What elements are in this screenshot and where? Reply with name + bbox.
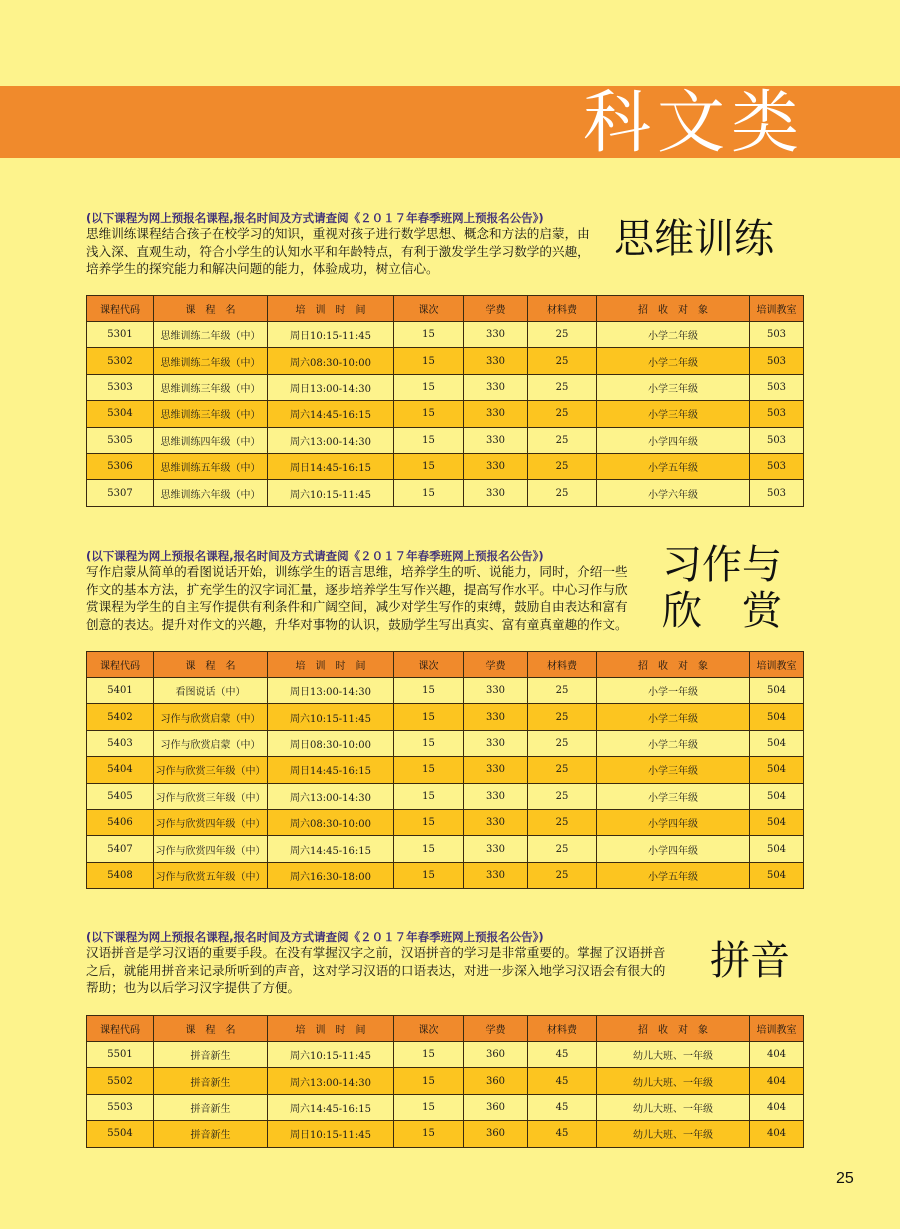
cell-training-time: 周日13:00-14:30 <box>268 678 394 704</box>
cell-sessions: 15 <box>394 704 464 730</box>
cell-target-students: 小学三年级 <box>597 783 750 809</box>
course-table <box>86 295 804 507</box>
column-header-target-students: 招 收 对 象 <box>597 296 750 322</box>
cell-material-fee: 45 <box>528 1042 597 1068</box>
cell-tuition: 330 <box>464 401 528 427</box>
cell-classroom: 503 <box>750 401 804 427</box>
cell-sessions: 15 <box>394 809 464 835</box>
cell-course-code: 5301 <box>87 322 154 348</box>
cell-sessions: 15 <box>394 322 464 348</box>
cell-target-students: 小学六年级 <box>597 480 750 506</box>
cell-classroom: 404 <box>750 1068 804 1094</box>
page-number: 25 <box>836 1170 854 1187</box>
cell-classroom: 503 <box>750 480 804 506</box>
column-header-material-fee: 材料费 <box>528 1016 597 1042</box>
cell-course-name: 思维训练三年级（中） <box>154 374 268 400</box>
cell-sessions: 15 <box>394 1042 464 1068</box>
cell-course-code: 5504 <box>87 1121 154 1147</box>
cell-classroom: 504 <box>750 730 804 756</box>
cell-material-fee: 25 <box>528 730 597 756</box>
cell-sessions: 15 <box>394 427 464 453</box>
desc-line: 汉语拼音是学习汉语的重要手段。在没有掌握汉字之前，汉语拼音的学习是非常重要的。掌握了汉语拼音 <box>86 945 666 960</box>
cell-course-code: 5406 <box>87 809 154 835</box>
cell-classroom: 504 <box>750 783 804 809</box>
cell-tuition: 330 <box>464 678 528 704</box>
cell-tuition: 330 <box>464 757 528 783</box>
cell-training-time: 周六08:30-10:00 <box>268 809 394 835</box>
column-header-training-time: 培 训 时 间 <box>268 652 394 678</box>
table-row <box>87 348 804 374</box>
table-row <box>87 427 804 453</box>
cell-classroom: 503 <box>750 348 804 374</box>
cell-training-time: 周六14:45-16:15 <box>268 401 394 427</box>
cell-target-students: 小学三年级 <box>597 757 750 783</box>
desc-line: 创意的表达。提升对作文的兴趣，升华对事物的认识，鼓励学生写出真实、富有童真童趣的作文。 <box>86 616 628 632</box>
cell-classroom: 504 <box>750 704 804 730</box>
cell-material-fee: 25 <box>528 480 597 506</box>
table-row <box>87 401 804 427</box>
cell-course-code: 5304 <box>87 401 154 427</box>
cell-course-name: 拼音新生 <box>154 1094 268 1120</box>
cell-sessions: 15 <box>394 757 464 783</box>
cell-tuition: 330 <box>464 480 528 506</box>
cell-training-time: 周日14:45-16:15 <box>268 453 394 479</box>
cell-course-name: 习作与欣赏五年级（中） <box>154 862 268 888</box>
cell-classroom: 404 <box>750 1094 804 1120</box>
column-header-sessions: 课次 <box>394 296 464 322</box>
cell-course-code: 5404 <box>87 757 154 783</box>
cell-course-code: 5302 <box>87 348 154 374</box>
table-row <box>87 374 804 400</box>
section-title: 思维训练 <box>614 216 774 262</box>
cell-tuition: 330 <box>464 809 528 835</box>
cell-target-students: 幼儿大班、一年级 <box>597 1094 750 1120</box>
cell-training-time: 周日10:15-11:45 <box>268 322 394 348</box>
cell-course-name: 拼音新生 <box>154 1068 268 1094</box>
cell-classroom: 404 <box>750 1042 804 1068</box>
cell-target-students: 小学三年级 <box>597 401 750 427</box>
cell-material-fee: 45 <box>528 1121 597 1147</box>
column-header-sessions: 课次 <box>394 652 464 678</box>
column-header-training-time: 培 训 时 间 <box>268 1016 394 1042</box>
cell-target-students: 小学二年级 <box>597 348 750 374</box>
cell-material-fee: 25 <box>528 809 597 835</box>
cell-course-name: 思维训练五年级（中） <box>154 453 268 479</box>
column-header-material-fee: 材料费 <box>528 652 597 678</box>
cell-tuition: 330 <box>464 836 528 862</box>
column-header-material-fee: 材料费 <box>528 296 597 322</box>
cell-material-fee: 25 <box>528 836 597 862</box>
table-header-row <box>87 652 804 678</box>
table-row <box>87 1042 804 1068</box>
cell-sessions: 15 <box>394 862 464 888</box>
cell-course-name: 拼音新生 <box>154 1042 268 1068</box>
table-row <box>87 809 804 835</box>
cell-course-code: 5501 <box>87 1042 154 1068</box>
course-table <box>86 1015 804 1148</box>
cell-classroom: 503 <box>750 453 804 479</box>
cell-sessions: 15 <box>394 1068 464 1094</box>
cell-material-fee: 25 <box>528 678 597 704</box>
cell-target-students: 小学一年级 <box>597 678 750 704</box>
cell-target-students: 小学三年级 <box>597 374 750 400</box>
cell-training-time: 周六14:45-16:15 <box>268 836 394 862</box>
cell-material-fee: 25 <box>528 783 597 809</box>
category-title: 科文类 <box>582 84 805 163</box>
table-row <box>87 730 804 756</box>
cell-classroom: 503 <box>750 427 804 453</box>
cell-target-students: 小学五年级 <box>597 862 750 888</box>
cell-tuition: 360 <box>464 1121 528 1147</box>
column-header-target-students: 招 收 对 象 <box>597 1016 750 1042</box>
cell-course-code: 5503 <box>87 1094 154 1120</box>
table-row <box>87 1068 804 1094</box>
cell-target-students: 幼儿大班、一年级 <box>597 1121 750 1147</box>
cell-target-students: 小学四年级 <box>597 836 750 862</box>
cell-training-time: 周六14:45-16:15 <box>268 1094 394 1120</box>
cell-course-code: 5303 <box>87 374 154 400</box>
cell-training-time: 周六10:15-11:45 <box>268 1042 394 1068</box>
cell-course-name: 习作与欣赏启蒙（中） <box>154 704 268 730</box>
desc-line: 帮助；也为以后学习汉字提供了方便。 <box>86 980 301 995</box>
cell-training-time: 周六13:00-14:30 <box>268 1068 394 1094</box>
cell-sessions: 15 <box>394 480 464 506</box>
cell-material-fee: 25 <box>528 348 597 374</box>
cell-target-students: 小学二年级 <box>597 322 750 348</box>
cell-target-students: 幼儿大班、一年级 <box>597 1068 750 1094</box>
cell-classroom: 504 <box>750 678 804 704</box>
cell-course-name: 习作与欣赏三年级（中） <box>154 757 268 783</box>
column-header-course-name: 课 程 名 <box>154 1016 268 1042</box>
cell-training-time: 周六10:15-11:45 <box>268 480 394 506</box>
table-row <box>87 678 804 704</box>
section-title-line: 欣 赏 <box>662 588 782 634</box>
cell-course-code: 5306 <box>87 453 154 479</box>
cell-classroom: 503 <box>750 322 804 348</box>
cell-training-time: 周日10:15-11:45 <box>268 1121 394 1147</box>
cell-tuition: 360 <box>464 1094 528 1120</box>
table-row <box>87 862 804 888</box>
cell-material-fee: 25 <box>528 374 597 400</box>
notice-text: (以下课程为网上预报名课程,报名时间及方式请查阅《２０１７年春季班网上预报名公告》) <box>86 549 544 563</box>
cell-training-time: 周六10:15-11:45 <box>268 704 394 730</box>
cell-training-time: 周六13:00-14:30 <box>268 427 394 453</box>
column-header-sessions: 课次 <box>394 1016 464 1042</box>
cell-sessions: 15 <box>394 401 464 427</box>
cell-course-name: 思维训练四年级（中） <box>154 427 268 453</box>
cell-course-name: 拼音新生 <box>154 1121 268 1147</box>
cell-course-code: 5305 <box>87 427 154 453</box>
column-header-tuition: 学费 <box>464 652 528 678</box>
notice-text: (以下课程为网上预报名课程,报名时间及方式请查阅《２０１７年春季班网上预报名公告》) <box>86 211 544 225</box>
section-description <box>86 944 665 997</box>
course-table <box>86 651 804 889</box>
cell-training-time: 周六08:30-10:00 <box>268 348 394 374</box>
cell-course-name: 思维训练二年级（中） <box>154 348 268 374</box>
cell-tuition: 330 <box>464 453 528 479</box>
cell-target-students: 小学二年级 <box>597 704 750 730</box>
column-header-course-code: 课程代码 <box>87 296 154 322</box>
table-row <box>87 783 804 809</box>
cell-course-name: 看图说话（中） <box>154 678 268 704</box>
cell-course-code: 5407 <box>87 836 154 862</box>
table-header-row <box>87 1016 804 1042</box>
table-row <box>87 836 804 862</box>
column-header-training-time: 培 训 时 间 <box>268 296 394 322</box>
column-header-course-name: 课 程 名 <box>154 652 268 678</box>
desc-line: 赏课程为学生的自主写作提供有利条件和广阔空间，减少对学生写作的束缚，鼓励自由表达和富有 <box>86 599 628 614</box>
column-header-tuition: 学费 <box>464 1016 528 1042</box>
cell-tuition: 330 <box>464 862 528 888</box>
cell-classroom: 503 <box>750 374 804 400</box>
cell-target-students: 小学四年级 <box>597 427 750 453</box>
cell-course-code: 5403 <box>87 730 154 756</box>
table-row <box>87 480 804 506</box>
cell-target-students: 幼儿大班、一年级 <box>597 1042 750 1068</box>
cell-tuition: 360 <box>464 1042 528 1068</box>
cell-course-name: 习作与欣赏四年级（中） <box>154 836 268 862</box>
cell-material-fee: 25 <box>528 401 597 427</box>
section-description <box>86 563 628 633</box>
table-header-row <box>87 296 804 322</box>
cell-course-name: 思维训练三年级（中） <box>154 401 268 427</box>
table-row <box>87 1094 804 1120</box>
table-row <box>87 453 804 479</box>
column-header-course-code: 课程代码 <box>87 652 154 678</box>
cell-material-fee: 25 <box>528 757 597 783</box>
cell-training-time: 周六13:00-14:30 <box>268 783 394 809</box>
desc-line: 培养学生的探究能力和解决问题的能力，体验成功，树立信心。 <box>86 261 439 276</box>
cell-training-time: 周日08:30-10:00 <box>268 730 394 756</box>
column-header-classroom: 培训教室 <box>750 1016 804 1042</box>
cell-material-fee: 45 <box>528 1068 597 1094</box>
table-row <box>87 757 804 783</box>
cell-classroom: 504 <box>750 809 804 835</box>
cell-training-time: 周六16:30-18:00 <box>268 862 394 888</box>
column-header-course-name: 课 程 名 <box>154 296 268 322</box>
section-title: 拼音 <box>710 938 790 984</box>
section-description <box>86 225 590 278</box>
cell-sessions: 15 <box>394 678 464 704</box>
cell-material-fee: 25 <box>528 427 597 453</box>
cell-material-fee: 25 <box>528 704 597 730</box>
table-row <box>87 704 804 730</box>
cell-tuition: 360 <box>464 1068 528 1094</box>
cell-material-fee: 25 <box>528 862 597 888</box>
cell-course-name: 习作与欣赏启蒙（中） <box>154 730 268 756</box>
cell-sessions: 15 <box>394 730 464 756</box>
column-header-tuition: 学费 <box>464 296 528 322</box>
section-title <box>662 542 782 634</box>
cell-sessions: 15 <box>394 348 464 374</box>
cell-classroom: 404 <box>750 1121 804 1147</box>
cell-tuition: 330 <box>464 322 528 348</box>
cell-sessions: 15 <box>394 1121 464 1147</box>
cell-material-fee: 25 <box>528 322 597 348</box>
cell-course-code: 5307 <box>87 480 154 506</box>
cell-course-code: 5502 <box>87 1068 154 1094</box>
cell-tuition: 330 <box>464 730 528 756</box>
cell-course-name: 习作与欣赏四年级（中） <box>154 809 268 835</box>
cell-classroom: 504 <box>750 757 804 783</box>
cell-sessions: 15 <box>394 1094 464 1120</box>
cell-tuition: 330 <box>464 704 528 730</box>
section-title-line: 习作与 <box>662 542 782 588</box>
cell-material-fee: 45 <box>528 1094 597 1120</box>
table-row <box>87 1121 804 1147</box>
cell-sessions: 15 <box>394 836 464 862</box>
cell-course-name: 思维训练六年级（中） <box>154 480 268 506</box>
cell-course-name: 思维训练二年级（中） <box>154 322 268 348</box>
cell-course-code: 5405 <box>87 783 154 809</box>
column-header-classroom: 培训教室 <box>750 296 804 322</box>
cell-tuition: 330 <box>464 348 528 374</box>
desc-line: 思维训练课程结合孩子在校学习的知识，重视对孩子进行数学思想、概念和方法的启蒙，由 <box>86 226 590 241</box>
cell-training-time: 周日14:45-16:15 <box>268 757 394 783</box>
cell-training-time: 周日13:00-14:30 <box>268 374 394 400</box>
cell-tuition: 330 <box>464 783 528 809</box>
cell-sessions: 15 <box>394 374 464 400</box>
notice-text: (以下课程为网上预报名课程,报名时间及方式请查阅《２０１７年春季班网上预报名公告》) <box>86 930 544 944</box>
desc-line: 作文的基本方法，扩充学生的汉字词汇量，逐步培养学生写作兴趣，提高写作水平。中心习作与欣 <box>86 581 628 597</box>
cell-target-students: 小学五年级 <box>597 453 750 479</box>
cell-classroom: 504 <box>750 862 804 888</box>
column-header-classroom: 培训教室 <box>750 652 804 678</box>
cell-sessions: 15 <box>394 783 464 809</box>
cell-target-students: 小学二年级 <box>597 730 750 756</box>
cell-material-fee: 25 <box>528 453 597 479</box>
cell-course-code: 5408 <box>87 862 154 888</box>
column-header-target-students: 招 收 对 象 <box>597 652 750 678</box>
cell-course-code: 5401 <box>87 678 154 704</box>
column-header-course-code: 课程代码 <box>87 1016 154 1042</box>
cell-target-students: 小学四年级 <box>597 809 750 835</box>
desc-line: 之后，就能用拼音来记录所听到的声音，这对学习汉语的口语表达，对进一步深入地学习汉语会有很大的 <box>86 962 666 978</box>
cell-tuition: 330 <box>464 427 528 453</box>
desc-line: 浅入深、直观生动，符合小学生的认知水平和年龄特点，有利于激发学生学习数学的兴趣， <box>86 243 590 259</box>
cell-classroom: 504 <box>750 836 804 862</box>
desc-line: 写作启蒙从简单的看图说话开始，训练学生的语言思维，培养学生的听、说能力，同时，介绍一些 <box>86 564 628 579</box>
cell-tuition: 330 <box>464 374 528 400</box>
table-row <box>87 322 804 348</box>
cell-sessions: 15 <box>394 453 464 479</box>
cell-course-name: 习作与欣赏三年级（中） <box>154 783 268 809</box>
cell-course-code: 5402 <box>87 704 154 730</box>
